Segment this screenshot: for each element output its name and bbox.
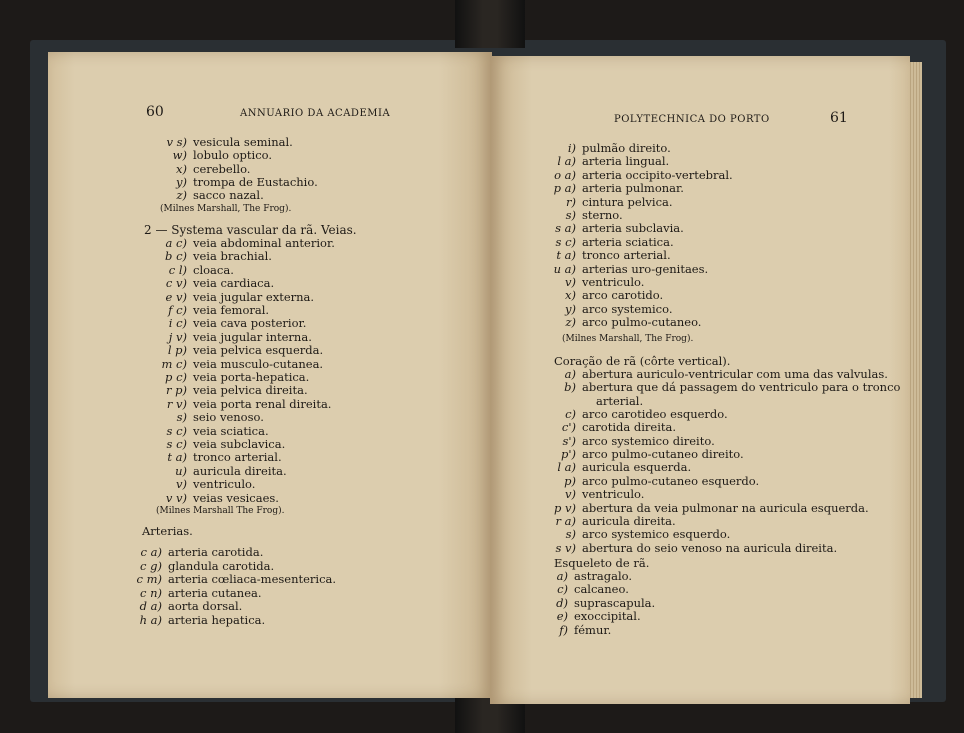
- veia-entry-text: veia brachial.: [193, 249, 272, 264]
- right-page: [490, 56, 910, 704]
- veia-entry-label: t a): [167, 450, 187, 465]
- veia-entry-label: v v): [165, 490, 187, 505]
- veia-entry-text: veia abdominal anterior.: [193, 236, 335, 250]
- arteria-entry-text: aorta dorsal.: [168, 599, 243, 613]
- veia-entry-line: [166, 423, 269, 438]
- veia-entry-line: [176, 477, 256, 492]
- coracao-entry-text: arco systemico direito.: [582, 433, 715, 448]
- esqueleto-entry-line: [556, 595, 656, 610]
- left-entry-line: [176, 161, 251, 176]
- right-coracao-title: Coração de rã (côrte vertical).: [554, 354, 731, 368]
- coracao-entry-line: [564, 473, 760, 488]
- arteria-entry-line: [136, 572, 337, 586]
- right-entry-label: s): [565, 208, 576, 222]
- right-entry-label: s c): [555, 234, 576, 249]
- veia-entry-line: [165, 490, 279, 505]
- veia-entry-text: auricula direita.: [193, 463, 287, 478]
- veia-entry-line: [175, 463, 287, 478]
- right-entry-label: y): [565, 301, 576, 316]
- right-entry-line: [567, 141, 671, 155]
- coracao-entry-line: [596, 395, 643, 408]
- esqueleto-entry-text: exoccipital.: [574, 609, 641, 624]
- veia-entry-line: [165, 289, 315, 304]
- coracao-entry-label: s v): [555, 540, 576, 555]
- left-page-number: 60: [146, 104, 164, 120]
- coracao-entry-text: arterial.: [596, 393, 644, 408]
- coracao-entry-line: [565, 527, 731, 542]
- coracao-entry-label: p v): [553, 500, 576, 515]
- coracao-entry-text: arco pulmo-cutaneo esquerdo.: [582, 473, 760, 488]
- left-entry-text: vesicula seminal.: [193, 135, 293, 149]
- right-entry-line: [566, 194, 673, 209]
- esqueleto-entry-label: c): [557, 582, 568, 597]
- left-page: [48, 52, 492, 698]
- coracao-entry-label: p'): [560, 447, 576, 462]
- left-citation-1: (Milnes Marshall, The Frog).: [160, 204, 292, 214]
- veia-entry-line: [166, 396, 332, 411]
- coracao-entry-line: [561, 420, 677, 435]
- veia-entry-line: [167, 450, 282, 465]
- arteria-entry-label: c n): [140, 585, 162, 600]
- coracao-entry-line: [564, 367, 888, 381]
- veia-entry-text: tronco arterial.: [193, 450, 282, 465]
- arteria-entry-label: d a): [139, 599, 162, 613]
- right-entry-text: arteria lingual.: [582, 154, 670, 169]
- arteria-entry-text: arteria hepatica.: [168, 612, 266, 627]
- arteria-entry-text: arteria cœliaca-mesenterica.: [168, 572, 337, 586]
- right-entry-text: ventriculo.: [582, 275, 645, 289]
- right-entry-line: [565, 315, 702, 330]
- right-entry-text: pulmão direito.: [582, 141, 671, 155]
- veia-entry-line: [176, 410, 264, 425]
- arteria-entry-label: c a): [140, 545, 162, 559]
- right-entry-label: l a): [557, 154, 576, 169]
- esqueleto-entry-line: [556, 569, 633, 583]
- right-entry-text: arteria occipito-vertebral.: [582, 167, 733, 182]
- veia-entry-text: veia porta-hepatica.: [193, 370, 310, 384]
- arteria-entry-label: c g): [140, 558, 162, 573]
- right-entry-text: sterno.: [582, 208, 623, 222]
- right-entry-line: [556, 248, 671, 263]
- right-esqueleto-title: Esqueleto de rã.: [554, 556, 650, 570]
- veia-entry-label: r v): [166, 396, 187, 411]
- book-spine-top: [455, 0, 525, 48]
- esqueleto-entry-line: [557, 582, 629, 597]
- right-entry-text: arco systemico.: [582, 301, 673, 316]
- coracao-entry-text: carotida direita.: [582, 420, 677, 435]
- arteria-entry-label: c m): [136, 572, 162, 586]
- coracao-entry-label: p): [564, 473, 576, 488]
- arteria-entry-line: [139, 612, 266, 627]
- veia-entry-line: [168, 262, 234, 277]
- veia-entry-text: seio venoso.: [193, 410, 264, 425]
- right-entry-text: tronco arterial.: [582, 248, 671, 263]
- coracao-entry-text: abertura auriculo-ventricular com uma das valvulas.: [582, 367, 888, 381]
- right-entry-line: [555, 234, 674, 249]
- veia-entry-text: veia sciatica.: [193, 423, 269, 438]
- coracao-entry-text: abertura da veia pulmonar na auricula esquerda.: [582, 500, 869, 515]
- arteria-entry-label: h a): [139, 612, 162, 627]
- coracao-entry-label: v): [565, 487, 576, 502]
- veia-entry-text: veias vesicaes.: [193, 490, 279, 505]
- coracao-entry-label: c'): [561, 420, 576, 435]
- coracao-entry-text: auricula esquerda.: [582, 460, 692, 475]
- left-section-title: 2 — Systema vascular da rã. Veias.: [144, 223, 357, 237]
- esqueleto-entry-text: calcaneo.: [574, 582, 629, 597]
- coracao-entry-label: r a): [555, 513, 576, 528]
- esqueleto-entry-text: astragalo.: [574, 569, 633, 583]
- right-entry-line: [555, 221, 684, 236]
- veia-entry-label: f c): [168, 303, 187, 317]
- left-entry-label: z): [176, 188, 187, 203]
- coracao-entry-line: [562, 433, 715, 448]
- veia-entry-text: veia pelvica direita.: [193, 383, 308, 398]
- veia-entry-line: [165, 236, 335, 250]
- veia-entry-line: [168, 303, 270, 317]
- right-entry-line: [553, 261, 709, 276]
- veia-entry-label: e v): [165, 289, 187, 304]
- coracao-entry-text: arco pulmo-cutaneo direito.: [582, 447, 744, 462]
- esqueleto-entry-label: a): [556, 569, 568, 583]
- coracao-entry-text: auricula direita.: [582, 513, 676, 528]
- right-entry-line: [565, 288, 664, 303]
- coracao-entry-text: abertura que dá passagem do ventriculo para o tronco: [582, 380, 901, 395]
- veia-entry-label: i c): [168, 316, 187, 331]
- coracao-entry-text: ventriculo.: [582, 487, 645, 502]
- coracao-entry-label: s'): [562, 433, 576, 448]
- veia-entry-text: veia cava posterior.: [193, 316, 307, 331]
- right-entry-label: z): [565, 315, 576, 330]
- right-entry-text: arteria subclavia.: [582, 221, 684, 236]
- veia-entry-line: [165, 383, 308, 398]
- coracao-entry-label: l a): [557, 460, 576, 475]
- veia-entry-label: c l): [168, 262, 187, 277]
- veia-entry-line: [165, 370, 310, 384]
- left-entry-text: trompa de Eustachio.: [193, 174, 318, 189]
- left-entry-line: [176, 174, 318, 189]
- left-entry-text: lobulo optico.: [193, 148, 273, 163]
- arteria-entry-line: [140, 558, 275, 573]
- veia-entry-label: s): [176, 410, 187, 425]
- veia-entry-label: b c): [165, 249, 187, 264]
- right-entry-label: o a): [554, 167, 576, 182]
- arteria-entry-text: glandula carotida.: [168, 558, 275, 573]
- veia-entry-line: [165, 276, 275, 291]
- left-entry-label: w): [172, 148, 187, 163]
- veia-entry-text: veia pelvica esquerda.: [193, 343, 324, 358]
- right-page-number: 61: [830, 110, 848, 126]
- right-entry-label: t a): [556, 248, 576, 263]
- veia-entry-line: [168, 316, 307, 331]
- left-entry-line: [166, 135, 293, 149]
- esqueleto-entry-text: suprascapula.: [574, 595, 656, 610]
- veia-entry-text: cloaca.: [193, 262, 234, 277]
- esqueleto-entry-line: [559, 622, 612, 637]
- veia-entry-label: c v): [165, 276, 187, 291]
- veia-entry-text: ventriculo.: [193, 477, 256, 492]
- coracao-entry-line: [555, 513, 676, 528]
- right-entry-line: [554, 167, 733, 182]
- veia-entry-label: j v): [168, 329, 187, 344]
- veia-entry-text: veia cardiaca.: [193, 276, 275, 291]
- left-entry-text: cerebello.: [193, 161, 251, 176]
- veia-entry-line: [167, 343, 324, 358]
- right-entry-label: i): [567, 141, 576, 155]
- coracao-entry-line: [565, 487, 645, 502]
- coracao-entry-line: [564, 380, 901, 395]
- veia-entry-label: a c): [165, 236, 187, 250]
- coracao-entry-label: s): [565, 527, 576, 542]
- arteria-entry-line: [140, 585, 262, 600]
- esqueleto-entry-label: d): [556, 595, 568, 610]
- left-arterias-title: Arterias.: [142, 524, 193, 538]
- right-entry-text: cintura pelvica.: [582, 194, 673, 209]
- coracao-entry-text: arco systemico esquerdo.: [582, 527, 731, 542]
- right-entry-text: arteria sciatica.: [582, 234, 674, 249]
- left-entry-label: v s): [166, 135, 187, 149]
- coracao-entry-line: [553, 500, 869, 515]
- veia-entry-label: p c): [165, 370, 187, 384]
- right-entry-text: arco pulmo-cutaneo.: [582, 315, 702, 330]
- coracao-entry-line: [557, 460, 692, 475]
- right-entry-line: [565, 275, 645, 289]
- right-entry-text: arterias uro-genitaes.: [582, 261, 709, 276]
- veia-entry-text: veia femoral.: [193, 303, 270, 317]
- left-citation-2: (Milnes Marshall The Frog).: [156, 506, 285, 516]
- veia-entry-label: v): [176, 477, 187, 492]
- coracao-entry-line: [560, 447, 744, 462]
- veia-entry-label: l p): [167, 343, 187, 358]
- right-entry-label: s a): [555, 221, 576, 236]
- esqueleto-entry-text: fémur.: [574, 622, 612, 637]
- page-edges: [908, 62, 922, 698]
- right-entry-line: [565, 208, 623, 222]
- veia-entry-text: veia subclavica.: [193, 437, 286, 451]
- arteria-entry-line: [140, 545, 264, 559]
- right-entry-text: arteria pulmonar.: [582, 181, 684, 196]
- arteria-entry-line: [139, 599, 243, 613]
- veia-entry-text: veia jugular externa.: [193, 289, 315, 304]
- veia-entry-line: [166, 437, 286, 451]
- veia-entry-label: s c): [166, 423, 187, 438]
- coracao-entry-label: b): [564, 380, 576, 395]
- left-entry-label: y): [176, 174, 187, 189]
- esqueleto-entry-label: f): [559, 622, 568, 637]
- arteria-entry-text: arteria cutanea.: [168, 585, 262, 600]
- coracao-entry-line: [565, 407, 728, 422]
- right-citation: (Milnes Marshall, The Frog).: [562, 334, 694, 344]
- left-entry-line: [176, 188, 264, 203]
- right-entry-label: v): [565, 275, 576, 289]
- veia-entry-text: veia musculo-cutanea.: [193, 356, 324, 371]
- right-entry-line: [565, 301, 673, 316]
- right-entry-line: [557, 154, 670, 169]
- coracao-entry-text: abertura do seio venoso na auricula direita.: [582, 540, 838, 555]
- right-page-header: POLYTECHNICA DO PORTO: [614, 114, 770, 125]
- left-entry-text: sacco nazal.: [193, 188, 264, 203]
- arteria-entry-text: arteria carotida.: [168, 545, 264, 559]
- right-entry-line: [553, 181, 684, 196]
- veia-entry-line: [165, 249, 272, 264]
- veia-entry-label: u): [175, 463, 187, 478]
- veia-entry-line: [161, 356, 324, 371]
- right-entry-label: r): [566, 194, 576, 209]
- right-entry-label: p a): [553, 181, 576, 196]
- left-entry-line: [172, 148, 273, 163]
- left-entry-label: x): [176, 161, 187, 176]
- left-page-header: ANNUARIO DA ACADEMIA: [240, 108, 391, 119]
- esqueleto-entry-label: e): [556, 609, 568, 624]
- coracao-entry-line: [555, 540, 838, 555]
- coracao-entry-text: arco carotideo esquerdo.: [582, 407, 728, 422]
- veia-entry-line: [168, 329, 312, 344]
- veia-entry-label: s c): [166, 437, 187, 451]
- veia-entry-label: r p): [165, 383, 187, 398]
- right-entry-label: x): [565, 288, 576, 303]
- coracao-entry-label: a): [564, 367, 576, 381]
- veia-entry-text: veia jugular interna.: [193, 329, 312, 344]
- veia-entry-label: m c): [161, 356, 187, 371]
- veia-entry-text: veia porta renal direita.: [193, 396, 332, 411]
- coracao-entry-label: c): [565, 407, 576, 422]
- right-entry-label: u a): [553, 261, 576, 276]
- esqueleto-entry-line: [556, 609, 641, 624]
- right-entry-text: arco carotido.: [582, 288, 664, 303]
